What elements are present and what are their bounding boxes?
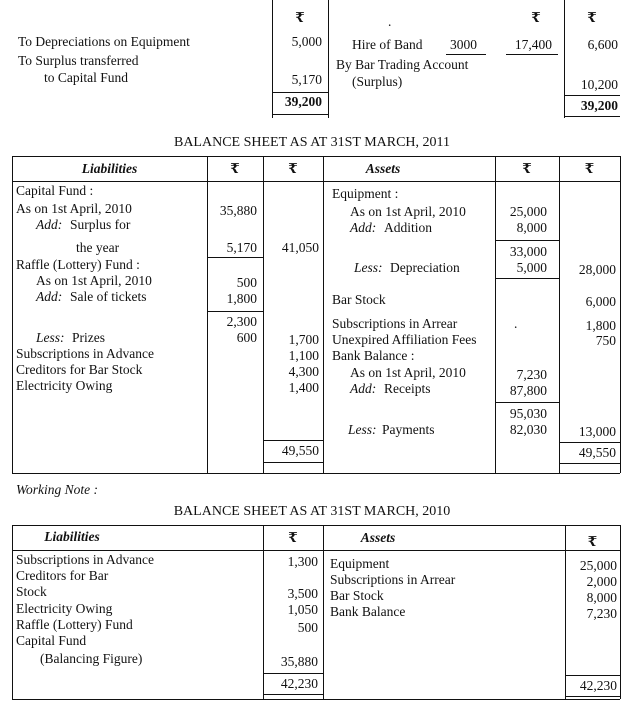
asset-inner-amount: 87,800 bbox=[509, 383, 547, 398]
liability-label: As on 1st April, 2010 bbox=[36, 273, 152, 288]
liability-label: Less: bbox=[36, 330, 65, 345]
liability-amount: 1,700 bbox=[288, 332, 319, 347]
liability-label: Prizes bbox=[72, 330, 105, 345]
asset-label: Bar Stock bbox=[332, 292, 386, 307]
liability-label: Raffle (Lottery) Fund bbox=[16, 617, 133, 632]
liability-inner-amount: 600 bbox=[236, 330, 257, 345]
asset-amount: 750 bbox=[595, 333, 616, 348]
left-line-text: To Depreciations on Equipment bbox=[18, 34, 190, 49]
asset-label: Bank Balance bbox=[330, 604, 406, 619]
hire-amount: 6,600 bbox=[587, 37, 618, 52]
asset-label: Payments bbox=[382, 422, 435, 437]
liabilities-total: 49,550 bbox=[281, 443, 319, 458]
liability-amount: 3,500 bbox=[287, 586, 318, 601]
left-line-text: To Surplus transferred bbox=[18, 53, 139, 68]
rupee-symbol: ₹ bbox=[584, 161, 595, 176]
assets-header: Assets bbox=[365, 161, 401, 176]
asset-label: Receipts bbox=[384, 381, 431, 396]
liabilities-total: 42,230 bbox=[280, 676, 318, 691]
liability-amount: 41,050 bbox=[281, 240, 319, 255]
bar-label: By Bar Trading Account bbox=[336, 57, 469, 72]
liability-label: Electricity Owing bbox=[16, 601, 113, 616]
asset-amount: 7,230 bbox=[586, 606, 617, 621]
rupee-symbol: ₹ bbox=[288, 161, 298, 176]
liability-label: (Balancing Figure) bbox=[40, 651, 143, 666]
liabilities-header: Liabilities bbox=[44, 529, 100, 544]
asset-label: Add: bbox=[350, 381, 377, 396]
rupee-symbol: ₹ bbox=[295, 10, 305, 25]
hire-inner: 17,400 bbox=[514, 37, 552, 52]
liability-inner-amount: 500 bbox=[236, 275, 257, 290]
bar-sub: (Surplus) bbox=[352, 74, 403, 89]
asset-amount: 1,800 bbox=[585, 318, 616, 333]
liability-label: Add: bbox=[36, 217, 63, 232]
left-line-amount: 5,170 bbox=[291, 72, 322, 87]
assets-header: Assets bbox=[360, 530, 396, 545]
assets-total: 49,550 bbox=[578, 445, 616, 460]
asset-label: Add: bbox=[350, 220, 377, 235]
liability-label: Creditors for Bar bbox=[16, 568, 109, 583]
asset-label: As on 1st April, 2010 bbox=[350, 365, 466, 380]
left-line-amount: 5,000 bbox=[291, 34, 322, 49]
asset-label: As on 1st April, 2010 bbox=[350, 204, 466, 219]
liability-amount: 1,400 bbox=[288, 380, 319, 395]
asset-label: Equipment bbox=[330, 556, 390, 571]
left-total: 39,200 bbox=[284, 94, 322, 109]
liability-amount: 1,050 bbox=[287, 602, 318, 617]
asset-amount: 6,000 bbox=[585, 294, 616, 309]
liability-label: Creditors for Bar Stock bbox=[16, 362, 143, 377]
hire-label: Hire of Band bbox=[352, 37, 423, 52]
liability-label: Electricity Owing bbox=[16, 378, 113, 393]
hire-sub: 3000 bbox=[450, 37, 477, 52]
asset-amount: 28,000 bbox=[578, 262, 616, 277]
asset-label: Subscriptions in Arrear bbox=[332, 316, 458, 331]
liability-label: Sale of tickets bbox=[70, 289, 147, 304]
asset-label: Depreciation bbox=[390, 260, 460, 275]
asset-inner-amount: 82,030 bbox=[509, 422, 547, 437]
asset-label: Equipment : bbox=[332, 186, 399, 201]
section-title: BALANCE SHEET AS AT 31ST MARCH, 2010 bbox=[173, 504, 451, 519]
rupee-symbol: ₹ bbox=[531, 10, 541, 25]
assets-total: 42,230 bbox=[579, 678, 617, 693]
liability-inner-amount: 1,800 bbox=[226, 291, 257, 306]
asset-inner-amount: 25,000 bbox=[509, 204, 547, 219]
liability-amount: 4,300 bbox=[288, 364, 319, 379]
asset-label: Less: bbox=[354, 260, 383, 275]
asset-label: Addition bbox=[384, 220, 433, 235]
asset-inner-amount: 5,000 bbox=[516, 260, 547, 275]
left-line-text: to Capital Fund bbox=[44, 70, 128, 85]
asset-amount: 8,000 bbox=[586, 590, 617, 605]
asset-inner-amount: 95,030 bbox=[509, 406, 547, 421]
asset-label: Less: bbox=[348, 422, 377, 437]
liability-inner-amount: 2,300 bbox=[226, 314, 257, 329]
liability-amount: 1,300 bbox=[287, 554, 318, 569]
asset-label: Unexpired Affiliation Fees bbox=[332, 332, 477, 347]
right-total: 39,200 bbox=[580, 98, 618, 113]
liability-label: Raffle (Lottery) Fund : bbox=[16, 257, 140, 272]
liability-label: the year bbox=[76, 240, 120, 255]
liability-amount: 500 bbox=[297, 620, 318, 635]
liability-inner-amount: 5,170 bbox=[226, 240, 257, 255]
asset-inner-amount: 7,230 bbox=[516, 367, 547, 382]
working-note-label: Working Note : bbox=[16, 482, 98, 497]
asset-label: Bank Balance : bbox=[332, 348, 415, 363]
asset-label: Bar Stock bbox=[330, 588, 384, 603]
rupee-symbol: ₹ bbox=[587, 534, 598, 549]
liabilities-header: Liabilities bbox=[81, 161, 138, 176]
liability-amount: 1,100 bbox=[288, 348, 319, 363]
rupee-symbol: ₹ bbox=[587, 10, 597, 25]
liability-label: As on 1st April, 2010 bbox=[16, 201, 132, 216]
bar-amount: 10,200 bbox=[580, 77, 618, 92]
liability-label: Subscriptions in Advance bbox=[16, 346, 154, 361]
liability-label: Stock bbox=[16, 584, 47, 599]
asset-amount: 13,000 bbox=[578, 424, 616, 439]
liability-label: Subscriptions in Advance bbox=[16, 552, 154, 567]
liability-label: Surplus for bbox=[70, 217, 131, 232]
liability-inner-amount: 35,880 bbox=[219, 203, 257, 218]
liability-amount: 35,880 bbox=[280, 654, 318, 669]
liability-label: Capital Fund bbox=[16, 633, 87, 648]
asset-amount: 2,000 bbox=[586, 574, 617, 589]
page-title: BALANCE SHEET AS AT 31ST MARCH, 2011 bbox=[173, 135, 451, 150]
liability-label: Add: bbox=[36, 289, 63, 304]
liability-label: Capital Fund : bbox=[16, 183, 94, 198]
rupee-symbol: ₹ bbox=[230, 161, 240, 176]
rupee-symbol: ₹ bbox=[288, 530, 298, 545]
asset-label: Subscriptions in Arrear bbox=[330, 572, 456, 587]
rupee-symbol: ₹ bbox=[522, 161, 532, 176]
asset-inner-amount: 8,000 bbox=[516, 220, 547, 235]
asset-inner-amount: 33,000 bbox=[509, 244, 547, 259]
asset-amount: 25,000 bbox=[579, 558, 617, 573]
